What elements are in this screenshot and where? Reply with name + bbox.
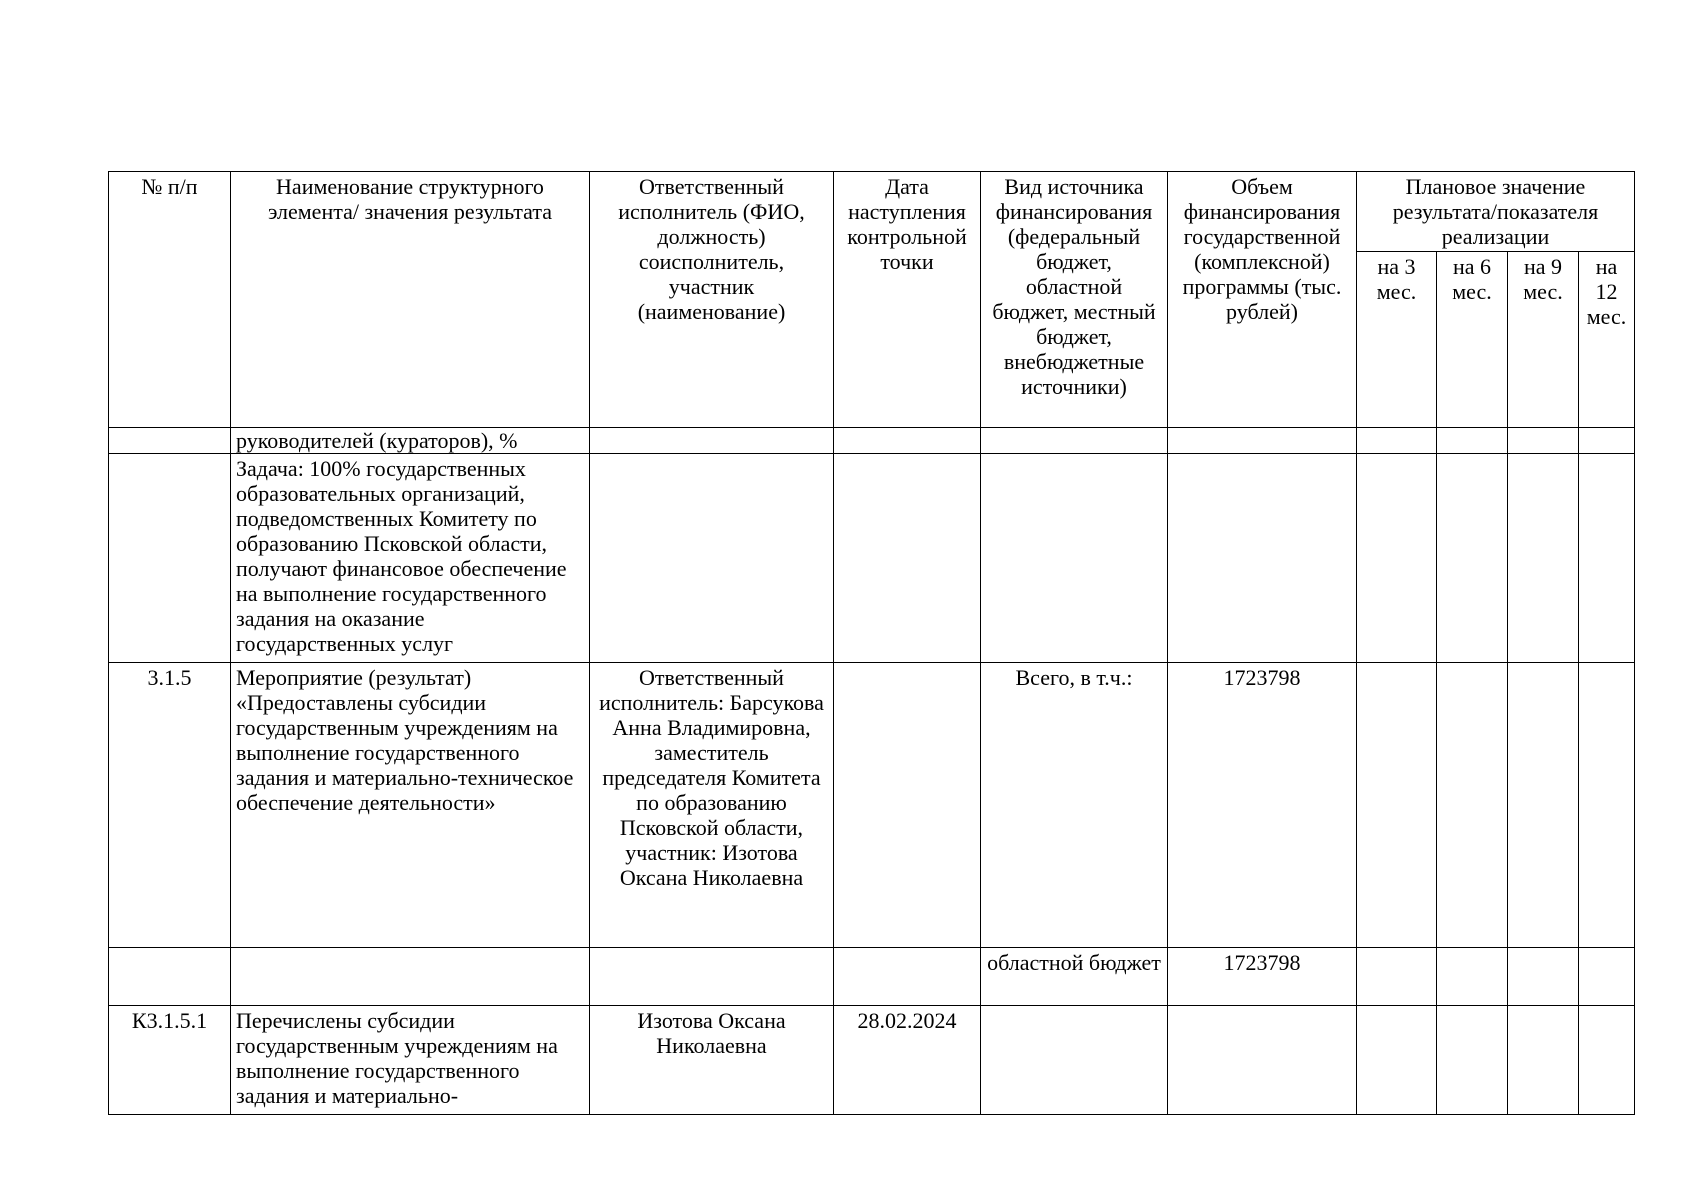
header-name: Наименование структурного элемента/ значения результата <box>231 172 590 428</box>
cell-date: 28.02.2024 <box>834 1006 981 1115</box>
cell-m6 <box>1437 428 1508 454</box>
table-row <box>109 428 1635 454</box>
cell-m12 <box>1579 1006 1635 1115</box>
cell-volume <box>1168 454 1357 663</box>
cell-m3 <box>1357 428 1437 454</box>
cell-m9 <box>1508 454 1579 663</box>
cell-responsible <box>590 428 834 454</box>
cell-responsible: Изотова Оксана Николаевна <box>590 1006 834 1115</box>
program-table <box>108 171 1635 1115</box>
table-row <box>109 454 1635 663</box>
cell-date <box>834 948 981 1006</box>
cell-responsible: Ответственный исполнитель: Барсукова Анна Владимировна, заместитель председателя Комитета по образованию Псковской области, участник: Изотова Оксана Николаевна <box>590 663 834 948</box>
cell-source <box>981 454 1168 663</box>
cell-name <box>231 948 590 1006</box>
cell-responsible <box>590 948 834 1006</box>
cell-date <box>834 428 981 454</box>
header-responsible: Ответственный исполнитель (ФИО, должность) соисполнитель, участник (наименование) <box>590 172 834 428</box>
cell-num: К3.1.5.1 <box>109 1006 231 1115</box>
header-num: № п/п <box>109 172 231 428</box>
cell-m12 <box>1579 428 1635 454</box>
cell-date <box>834 454 981 663</box>
cell-m6 <box>1437 1006 1508 1115</box>
cell-source: областной бюджет <box>981 948 1168 1006</box>
cell-m6 <box>1437 948 1508 1006</box>
cell-m9 <box>1508 1006 1579 1115</box>
cell-m6 <box>1437 663 1508 948</box>
header-m3: на 3 мес. <box>1357 252 1437 428</box>
cell-name: Перечислены субсидии государственным учреждениям на выполнение государственного задания и материально- <box>231 1006 590 1115</box>
cell-m9 <box>1508 948 1579 1006</box>
cell-responsible <box>590 454 834 663</box>
cell-name: Задача: 100% государственных образовательных организаций, подведомственных Комитету по образованию Псковской области, получают финансовое обеспечение на выполнение государственного задания на оказание государственных услуг <box>231 454 590 663</box>
cell-m9 <box>1508 428 1579 454</box>
header-plan: Плановое значение результата/показателя реализации <box>1357 172 1635 252</box>
cell-m6 <box>1437 454 1508 663</box>
cell-volume: 1723798 <box>1168 663 1357 948</box>
cell-volume <box>1168 1006 1357 1115</box>
cell-name: Мероприятие (результат) «Предоставлены субсидии государственным учреждениям на выполнение государственного задания и материально-техническое обеспечение деятельности» <box>231 663 590 948</box>
cell-source <box>981 428 1168 454</box>
cell-source <box>981 1006 1168 1115</box>
table-row <box>109 948 1635 1006</box>
cell-m3 <box>1357 454 1437 663</box>
header-m6: на 6 мес. <box>1437 252 1508 428</box>
cell-num <box>109 454 231 663</box>
header-row <box>109 172 1635 252</box>
cell-m9 <box>1508 663 1579 948</box>
cell-num: 3.1.5 <box>109 663 231 948</box>
cell-m3 <box>1357 663 1437 948</box>
cell-date <box>834 663 981 948</box>
cell-source: Всего, в т.ч.: <box>981 663 1168 948</box>
cell-volume <box>1168 428 1357 454</box>
header-volume: Объем финансирования государственной (комплексной) программы (тыс. рублей) <box>1168 172 1357 428</box>
cell-m3 <box>1357 1006 1437 1115</box>
cell-m3 <box>1357 948 1437 1006</box>
table-row <box>109 663 1635 948</box>
cell-m12 <box>1579 663 1635 948</box>
header-source: Вид источника финансирования (федеральный бюджет, областной бюджет, местный бюджет, внебюджетные источники) <box>981 172 1168 428</box>
header-m12: на 12 мес. <box>1579 252 1635 428</box>
cell-m12 <box>1579 948 1635 1006</box>
header-m9: на 9 мес. <box>1508 252 1579 428</box>
header-date: Дата наступления контрольной точки <box>834 172 981 428</box>
cell-num <box>109 948 231 1006</box>
cell-name: руководителей (кураторов), % <box>231 428 590 454</box>
table-row <box>109 1006 1635 1115</box>
cell-m12 <box>1579 454 1635 663</box>
cell-num <box>109 428 231 454</box>
cell-volume: 1723798 <box>1168 948 1357 1006</box>
